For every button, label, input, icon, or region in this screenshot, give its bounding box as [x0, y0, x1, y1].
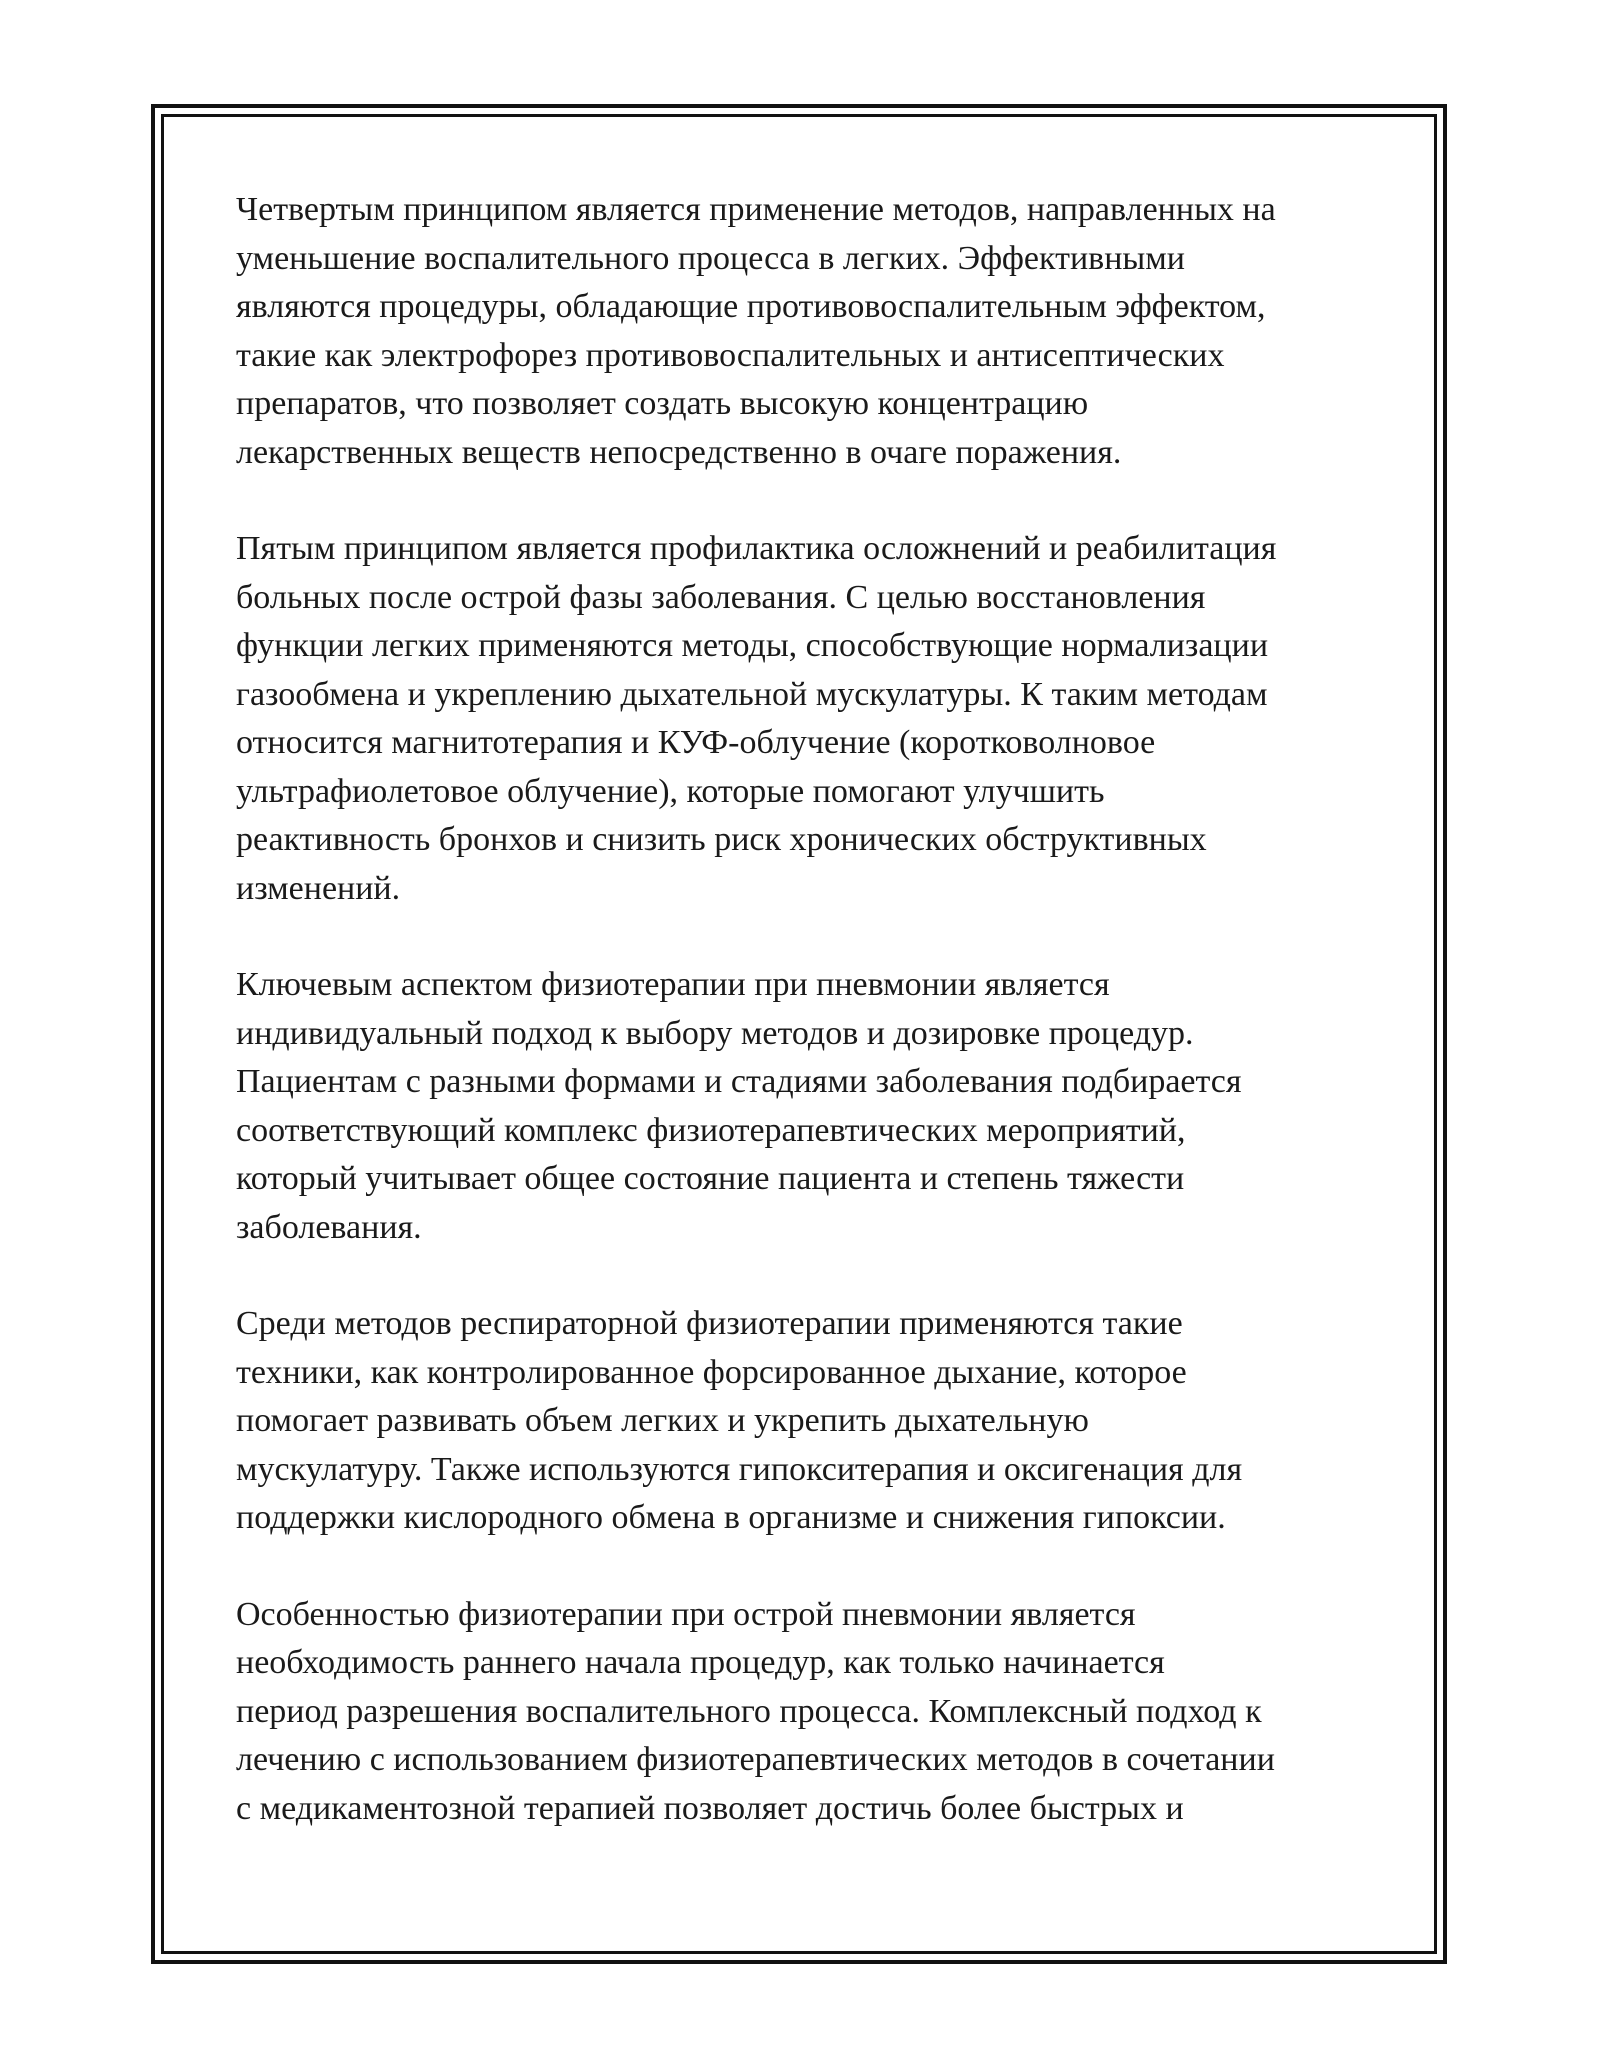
document-body	[236, 186, 1366, 1881]
paragraph-acute-pneumonia: Особенностью физиотерапии при острой пневмонии является необходимость раннего начала процедур, как только начинается период разрешения воспалительного процесса. Комплексный подход к лечению с использованием физиотерапевтических методов в сочетании с медикаментозной терапией позволяет достичь более быстрых и	[236, 1595, 1275, 1827]
paragraph-respiratory-methods: Среди методов респираторной физиотерапии применяются такие техники, как контролированное форсированное дыхание, которое помогает развивать объем легких и укрепить дыхательную мускулатуру. Также используются гипокситерапия и оксигенация для поддержки кислородного обмена в организме и снижения гипоксии.	[236, 1305, 1243, 1536]
paragraph-individual-approach: Ключевым аспектом физиотерапии при пневмонии является индивидуальный подход к выбору методов и дозировке процедур. Пациентам с разными формами и стадиями заболевания подбирается соответствующий комплекс физиотерапевтических мероприятий, который учитывает общее состояние пациента и степень тяжести заболевания.	[236, 966, 1242, 1246]
paragraph-fifth-principle: Пятым принципом является профилактика осложнений и реабилитация больных после острой фазы заболевания. С целью восстановления функции легких применяются методы, способствующие нормализации газообмена и укреплению дыхательной мускулатуры. К таким методам относится магнитотерапия и КУФ-облучение (коротковолновое ультрафиолетовое облучение), которые помогают улучшить реактивность бронхов и снизить риск хронических обструктивных изменений.	[236, 530, 1277, 907]
paragraph-fourth-principle: Четвертым принципом является применение методов, направленных на уменьшение воспалительного процесса в легких. Эффективными являются процедуры, обладающие противовоспалительным эффектом, такие как электрофорез противовоспалительных и антисептических препаратов, что позволяет создать высокую концентрацию лекарственных веществ непосредственно в очаге поражения.	[236, 191, 1276, 471]
